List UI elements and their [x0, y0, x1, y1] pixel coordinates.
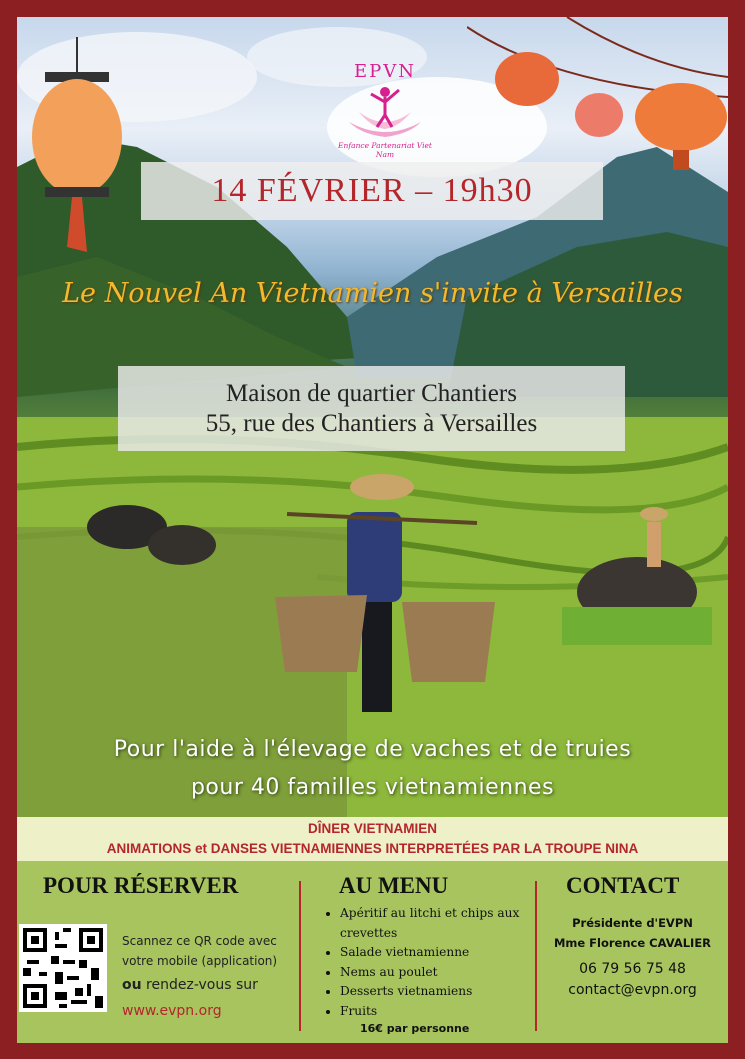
- divider-left: [299, 881, 301, 1031]
- program-line-1: DÎNER VIETNAMIEN: [307, 821, 437, 836]
- event-date: 14 FÉVRIER – 19h30: [211, 172, 533, 209]
- contact-person: [537, 913, 728, 953]
- reserve-heading: POUR RÉSERVER: [43, 873, 239, 898]
- date-banner: [141, 162, 603, 220]
- menu-list: [322, 904, 530, 1021]
- menu-item: • Salade vietnamienne: [340, 943, 530, 963]
- venue-line-2: 55, rue des Chantiers à Versailles: [205, 409, 538, 437]
- program-band: [17, 817, 728, 861]
- menu-price: 16€ par personne: [360, 1022, 470, 1035]
- menu-item: • Fruits: [340, 1002, 530, 1022]
- contact-role: Présidente d'EVPN: [572, 916, 693, 930]
- cause-line-1: Pour l'aide à l'élevage de vaches et de truies: [113, 737, 632, 762]
- info-section: [17, 861, 728, 1043]
- event-title: Le Nouvel An Vietnamien s'invite à Versailles: [62, 278, 683, 309]
- qr-code-icon[interactable]: [19, 924, 107, 1012]
- reserve-or: ou: [122, 977, 142, 993]
- reserve-line-2: votre mobile (application): [122, 954, 278, 968]
- contact-details: [537, 959, 728, 1001]
- program-line-2: ANIMATIONS et DANSES VIETNAMIENNES INTERPRETÉES PAR LA TROUPE NINA: [106, 841, 639, 856]
- contact-email[interactable]: contact@evpn.org: [568, 982, 697, 998]
- venue-banner: [118, 366, 625, 451]
- reserve-line-1: Scannez ce QR code avec: [122, 934, 277, 948]
- venue-line-1: Maison de quartier Chantiers: [226, 379, 517, 407]
- lotus-dancer-icon: [329, 82, 441, 137]
- reserve-instructions: [122, 931, 302, 1021]
- logo-text: EPVN: [354, 61, 416, 82]
- divider-right: [535, 881, 537, 1031]
- menu-heading: AU MENU: [339, 873, 449, 898]
- logo-tagline: Enfance Partenariat Viet Nam: [338, 141, 432, 159]
- reserve-line-3: [122, 975, 302, 995]
- menu-item: • Desserts vietnamiens: [340, 982, 530, 1002]
- reserve-visit: rendez-vous sur: [141, 977, 258, 993]
- contact-heading: CONTACT: [566, 873, 680, 898]
- contact-name: Mme Florence CAVALIER: [553, 936, 712, 950]
- website-link[interactable]: www.evpn.org: [122, 1003, 222, 1019]
- cause-line-2: pour 40 familles vietnamiennes: [190, 775, 555, 800]
- evpn-logo: [329, 61, 441, 161]
- contact-phone[interactable]: 06 79 56 75 48: [579, 961, 686, 977]
- menu-item: • Nems au poulet: [340, 963, 530, 983]
- menu-item: • Apéritif au litchi et chips aux crevettes: [340, 904, 530, 943]
- lantern-left-icon: [27, 37, 127, 267]
